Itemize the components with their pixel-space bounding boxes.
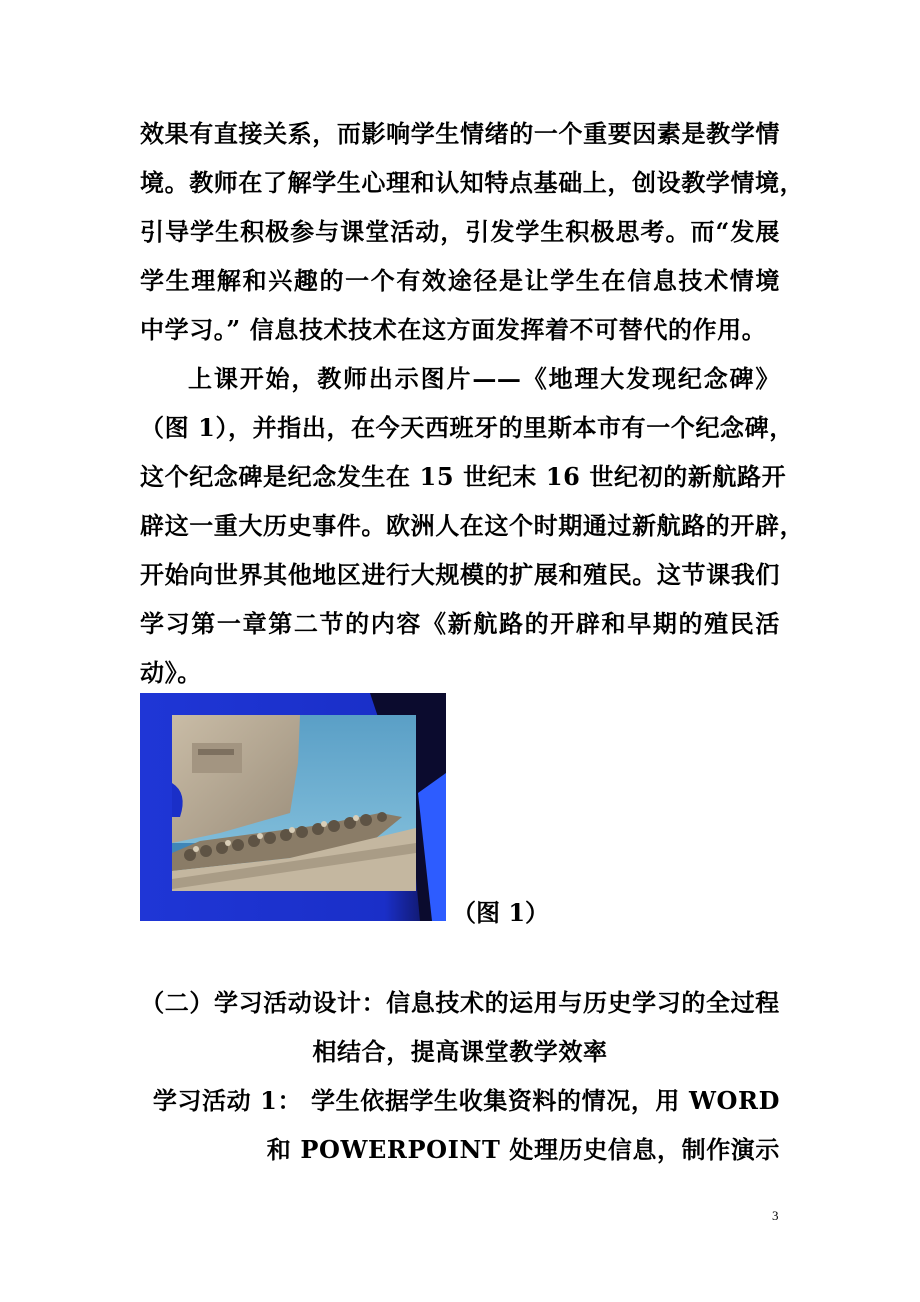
- text-line: 辟这一重大历史事件。欧洲人在这个时期通过新航路的开辟，: [140, 511, 805, 540]
- text-line: 开始向世界其他地区进行大规模的扩展和殖民。这节课我们: [140, 560, 780, 589]
- text-line: 学生理解和兴趣的一个有效途径是让学生在信息技术情境: [140, 266, 780, 295]
- monument-figure: [140, 693, 446, 921]
- text-line: 境。教师在了解学生心理和认知特点基础上，创设教学情境，: [140, 168, 805, 197]
- text-line: 学习第一章第二节的内容《新航路的开辟和早期的殖民活: [140, 609, 780, 638]
- figure-caption: （图 1）: [452, 898, 550, 927]
- page-number: 3: [772, 1208, 779, 1223]
- text-line: 这个纪念碑是纪念发生在 15 世纪末 16 世纪初的新航路开: [140, 462, 787, 491]
- text-line: 效果有直接关系，而影响学生情绪的一个重要因素是教学情: [140, 119, 780, 148]
- text-line: 上课开始，教师出示图片——《地理大发现纪念碑》: [188, 364, 780, 393]
- text-line: 引导学生积极参与课堂活动，引发学生积极思考。而“发展: [140, 217, 780, 246]
- section-heading-line-1: （二）学习活动设计：信息技术的运用与历史学习的全过程: [140, 988, 780, 1017]
- text-line: 动》。: [140, 658, 202, 687]
- text-line: 中学习。” 信息技术技术在这方面发挥着不可替代的作用。: [140, 315, 767, 344]
- activity-line-2: 和 POWERPOINT 处理历史信息，制作演示: [266, 1135, 780, 1164]
- monument-photo: [140, 693, 446, 921]
- section-heading-line-2: 相结合，提高课堂教学效率: [312, 1037, 608, 1066]
- text-line: （图 1），并指出，在今天西班牙的里斯本市有一个纪念碑，: [140, 413, 794, 442]
- activity-line-1: 学习活动 1： 学生依据学生收集资料的情况，用 WORD: [152, 1086, 780, 1115]
